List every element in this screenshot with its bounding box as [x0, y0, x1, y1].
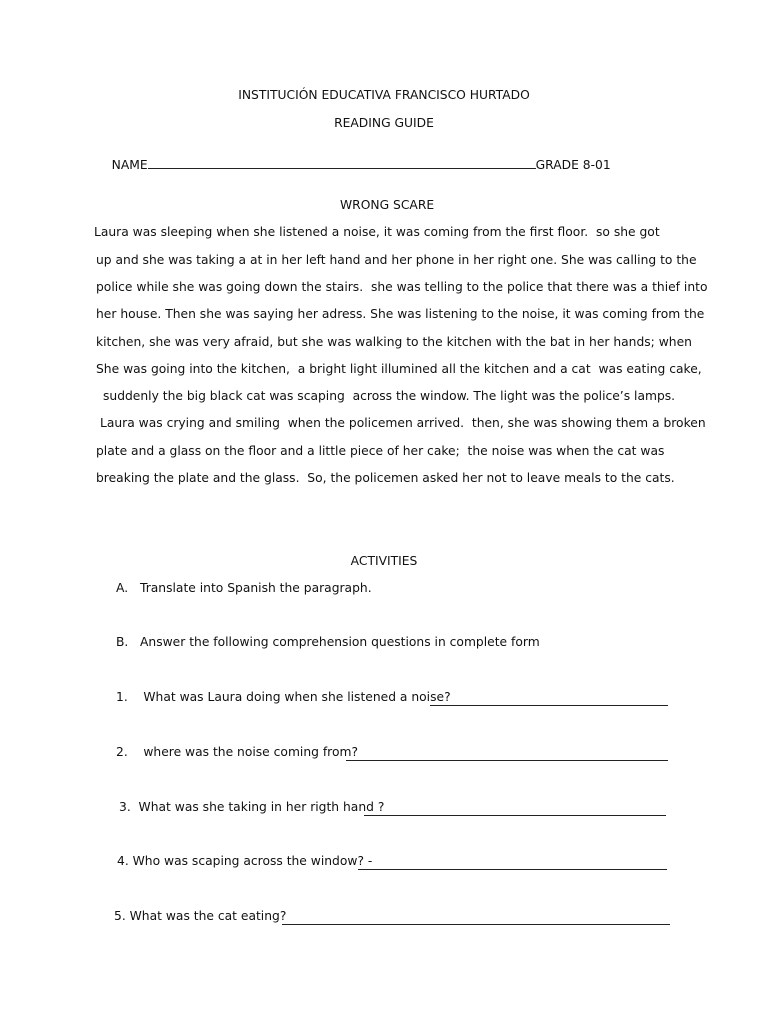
activity-a-text: Translate into Spanish the paragraph. [140, 581, 372, 595]
answer-line-1[interactable] [430, 704, 668, 706]
answer-line-3[interactable] [364, 814, 666, 816]
reading-line: Laura was sleeping when she listened a noise, it was coming from the first floor. so she got [94, 225, 660, 239]
institution-title: INSTITUCIÓN EDUCATIVA FRANCISCO HURTADO [238, 88, 530, 102]
answer-line-4[interactable] [358, 868, 667, 870]
reading-line: kitchen, she was very afraid, but she was walking to the kitchen with the bat in her hands; when [96, 335, 692, 349]
reading-line: her house. Then she was saying her adress. She was listening to the noise, it was coming from the [96, 307, 705, 321]
reading-line: Laura was crying and smiling when the policemen arrived. then, she was showing them a broken [100, 416, 706, 430]
activities-title: ACTIVITIES [350, 554, 418, 568]
question-4-text: 4. Who was scaping across the window? - [117, 854, 373, 868]
name-label: NAME [111, 158, 148, 172]
question-2-text: 2. where was the noise coming from? [116, 745, 358, 759]
name-row [96, 144, 611, 186]
activity-b-text: Answer the following comprehension questions in complete form [140, 635, 540, 649]
question-5-text: 5. What was the cat eating? [114, 909, 287, 923]
activity-a-marker: A. [116, 581, 129, 595]
reading-line: breaking the plate and the glass. So, the policemen asked her not to leave meals to the cats. [96, 471, 675, 485]
reading-title: WRONG SCARE [340, 198, 435, 212]
grade-label: GRADE 8-01 [535, 158, 611, 172]
reading-line: suddenly the big black cat was scaping across the window. The light was the police’s lamps. [103, 389, 676, 403]
question-1-text: 1. What was Laura doing when she listened a noise? [116, 690, 451, 704]
name-blank-line [148, 158, 536, 169]
reading-line: up and she was taking a at in her left hand and her phone in her right one. She was calling to the [96, 253, 697, 267]
reading-line: She was going into the kitchen, a bright light illumined all the kitchen and a cat was eating cake, [96, 362, 702, 376]
reading-line: plate and a glass on the floor and a little piece of her cake; the noise was when the cat was [96, 444, 665, 458]
reading-line: police while she was going down the stairs. she was telling to the police that there was a thief into [96, 280, 708, 294]
question-3-text: 3. What was she taking in her rigth hand ? [119, 800, 385, 814]
answer-line-5[interactable] [282, 923, 670, 925]
activity-b-marker: B. [116, 635, 129, 649]
answer-line-2[interactable] [346, 759, 668, 761]
guide-subtitle: READING GUIDE [334, 116, 434, 130]
